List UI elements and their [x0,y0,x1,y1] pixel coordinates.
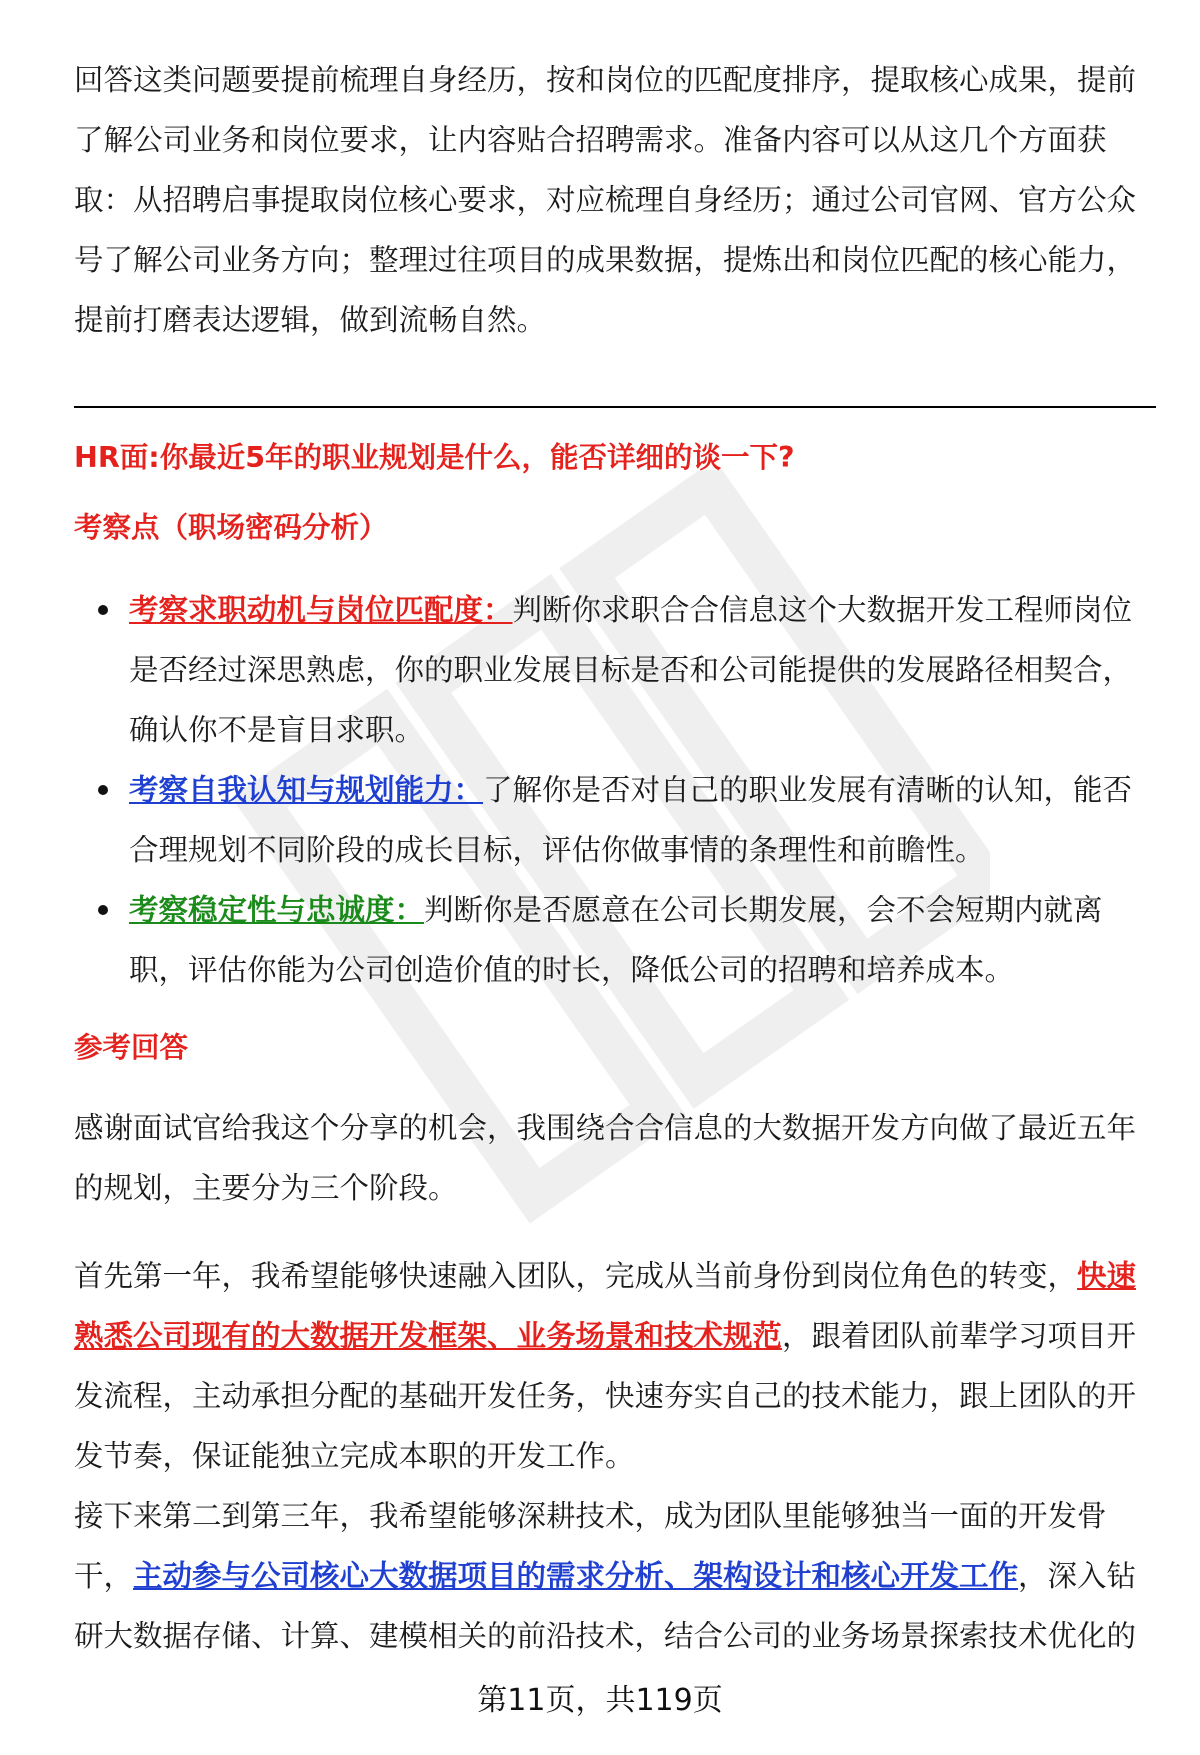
answer-text: ，跟着团队前辈学习项目开发流程，主动承担分配的基础开发任务，快速夯实自己的技术能力，跟上团队的开发节奏，保证能独立完成本职的开发工作。 [74,1319,1137,1473]
assessment-text: 了解你是否对自己的职业发展有清晰的认知，能否合理规划不同阶段的成长目标，评估你做事情的条理性和前瞻性。 [129,773,1133,867]
answer-text: 首先第一年，我希望能够快速融入团队，完成从当前身份到岗位角色的转变， [74,1259,1078,1293]
section-divider [74,406,1156,408]
list-item [74,580,1156,760]
list-item [74,760,1156,880]
answer-highlight: 主动参与公司核心大数据项目的需求分析、架构设计和核心开发工作 [133,1559,1019,1593]
bullet-dot-icon [98,785,108,795]
bullet-dot-icon [98,605,108,615]
bullet-dot-icon [98,905,108,915]
assessment-text: 判断你求职合合信息这个大数据开发工程师岗位是否经过深思熟虑，你的职业发展目标是否和公司能提供的发展路径相契合，确认你不是盲目求职。 [129,593,1133,747]
assessment-list [74,580,1156,1000]
intro-paragraph: 回答这类问题要提前梳理自身经历，按和岗位的匹配度排序，提取核心成果，提前了解公司业务和岗位要求，让内容贴合招聘需求。准备内容可以从这几个方面获取：从招聘启事提取岗位核心要求，对应梳理自身经历；通过公司官网、官方公众号了解公司业务方向；整理过往项目的成果数据，提炼出和岗位匹配的核心能力，提前打磨表达逻辑，做到流畅自然。 [74,63,1137,337]
answer-heading: 参考回答 [74,1031,189,1064]
answer-paragraph-1: 感谢面试官给我这个分享的机会，我围绕合合信息的大数据开发方向做了最近五年的规划，主要分为三个阶段。 [74,1111,1137,1205]
answer-paragraph-2 [74,1246,1156,1486]
assessment-label: 考察稳定性与忠诚度： [129,893,425,927]
page-number: 第11页，共119页 [477,1683,723,1718]
answer-highlight: 快速熟悉公司现有的大数据开发框架、业务场景和技术规范 [74,1259,1137,1353]
assessment-label: 考察自我认知与规划能力： [129,773,484,807]
answer-text: 接下来第二到第三年，我希望能够深耕技术，成为团队里能够独当一面的开发骨干， [74,1499,1107,1593]
answer-paragraph-3 [74,1486,1156,1666]
list-item [74,880,1156,1000]
assessment-text: 判断你是否愿意在公司长期发展，会不会短期内就离职，评估你能为公司创造价值的时长，降低公司的招聘和培养成本。 [129,893,1103,987]
assessment-label: 考察求职动机与岗位匹配度： [129,593,513,627]
answer-text: ，深入钻研大数据存储、计算、建模相关的前沿技术，结合公司的业务场景探索技术优化的 [74,1559,1137,1653]
question-title: HR面:你最近5年的职业规划是什么，能否详细的谈一下? [74,441,795,474]
assessment-heading: 考察点（职场密码分析） [74,511,388,544]
